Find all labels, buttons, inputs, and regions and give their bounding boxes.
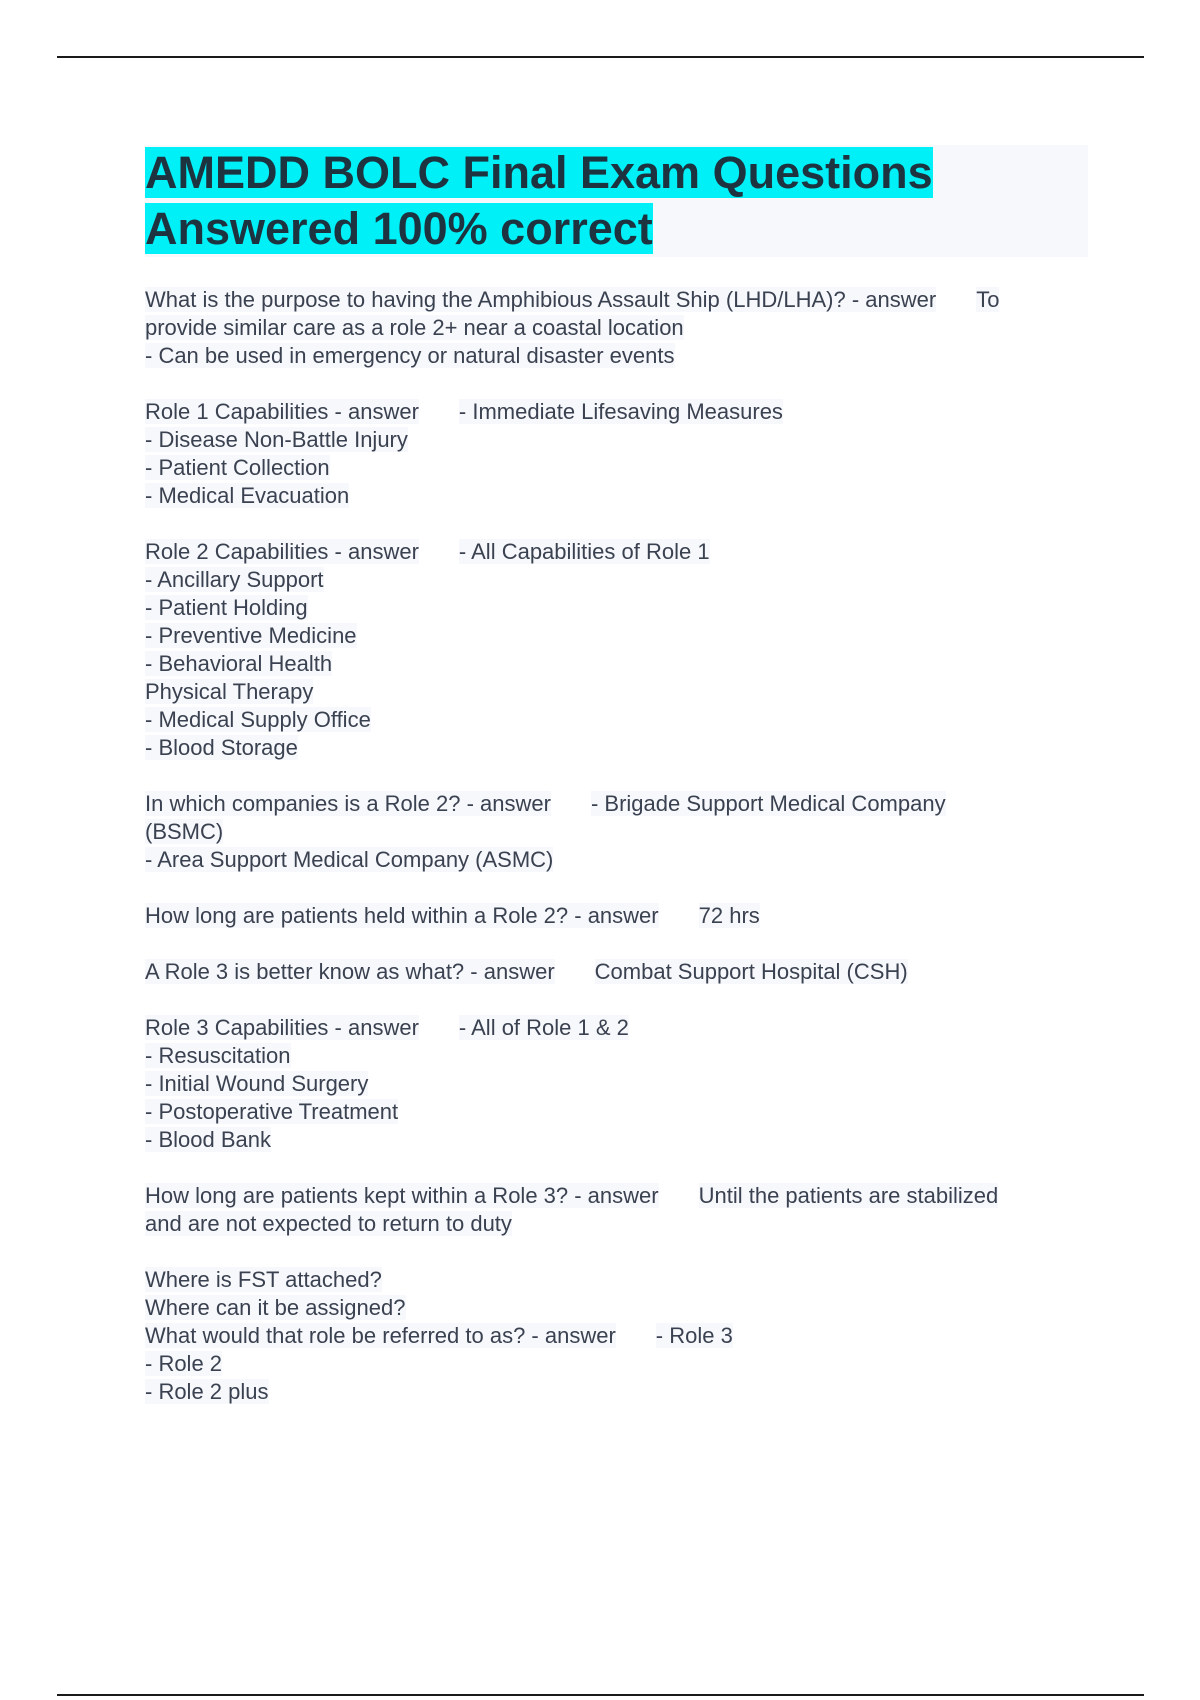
answer-line-text: - Disease Non-Battle Injury: [145, 427, 408, 452]
answer-text: Combat Support Hospital (CSH): [594, 959, 908, 984]
answer-line-text: - Role 2 plus: [145, 1379, 269, 1404]
answer-line-text: - Initial Wound Surgery: [145, 1071, 369, 1096]
answer-text: 72 hrs: [698, 903, 760, 928]
qa-line: [145, 1378, 1095, 1406]
qa-item: [145, 902, 1095, 930]
qa-line: [145, 790, 1095, 818]
bottom-rule: [57, 1694, 1144, 1696]
answer-line-text: (BSMC): [145, 819, 224, 844]
qa-item: [145, 538, 1095, 762]
qa-line: [145, 594, 1095, 622]
answer-line-text: - Ancillary Support: [145, 567, 324, 592]
question-text: How long are patients held within a Role 2? - answer: [145, 903, 659, 928]
qa-line: [145, 678, 1095, 706]
qa-line: [145, 1322, 1095, 1350]
qa-line: [145, 454, 1095, 482]
qa-item: [145, 1182, 1095, 1238]
question-text: How long are patients kept within a Role 3? - answer: [145, 1183, 659, 1208]
question-text: Role 3 Capabilities - answer: [145, 1015, 419, 1040]
answer-line-text: - Can be used in emergency or natural disaster events: [145, 343, 675, 368]
qa-line: [145, 538, 1095, 566]
question-text: What is the purpose to having the Amphibious Assault Ship (LHD/LHA)? - answer: [145, 287, 937, 312]
answer-line-text: Physical Therapy: [145, 679, 314, 704]
answer-text: - Immediate Lifesaving Measures: [458, 399, 783, 424]
qa-item: [145, 398, 1095, 510]
question-text: A Role 3 is better know as what? - answer: [145, 959, 555, 984]
title-line-2: Answered 100% correct: [145, 203, 653, 254]
answer-line-text: - Medical Evacuation: [145, 483, 350, 508]
qa-item: [145, 1014, 1095, 1154]
answer-text: - All Capabilities of Role 1: [458, 539, 710, 564]
answer-line-text: - Blood Storage: [145, 735, 298, 760]
qa-line: [145, 846, 1095, 874]
question-text: In which companies is a Role 2? - answer: [145, 791, 551, 816]
qa-item: [145, 1266, 1095, 1406]
answer-text: To: [976, 287, 1000, 312]
qa-item: [145, 286, 1095, 370]
qa-line: [145, 314, 1095, 342]
answer-text: - All of Role 1 & 2: [458, 1015, 629, 1040]
qa-line: [145, 482, 1095, 510]
qa-line: [145, 734, 1095, 762]
document-title: [145, 145, 1088, 257]
answer-line-text: - Patient Holding: [145, 595, 308, 620]
answer-line-text: - Resuscitation: [145, 1043, 291, 1068]
qa-line: [145, 1294, 1095, 1322]
qa-line: [145, 566, 1095, 594]
qa-line: [145, 1266, 1095, 1294]
qa-line: [145, 818, 1095, 846]
answer-line-text: and are not expected to return to duty: [145, 1211, 512, 1236]
title-line-1: AMEDD BOLC Final Exam Questions: [145, 147, 933, 198]
qa-line: [145, 902, 1095, 930]
answer-line-text: Where can it be assigned?: [145, 1295, 406, 1320]
qa-line: [145, 398, 1095, 426]
answer-line-text: - Preventive Medicine: [145, 623, 357, 648]
answer-line-text: - Patient Collection: [145, 455, 330, 480]
qa-item: [145, 958, 1095, 986]
answer-line-text: - Behavioral Health: [145, 651, 333, 676]
qa-line: [145, 706, 1095, 734]
answer-line-text: What would that role be referred to as? - answer: [145, 1323, 616, 1348]
qa-line: [145, 958, 1095, 986]
qa-line: [145, 286, 1095, 314]
qa-line: [145, 1182, 1095, 1210]
qa-line: [145, 1014, 1095, 1042]
qa-line: [145, 342, 1095, 370]
answer-line-text: - Area Support Medical Company (ASMC): [145, 847, 554, 872]
answer-text: Until the patients are stabilized: [698, 1183, 999, 1208]
answer-text: - Role 3: [655, 1323, 733, 1348]
answer-line-text: - Medical Supply Office: [145, 707, 371, 732]
answer-text: - Brigade Support Medical Company: [590, 791, 946, 816]
qa-line: [145, 1126, 1095, 1154]
question-text: Role 1 Capabilities - answer: [145, 399, 419, 424]
title-block: [145, 145, 1088, 257]
answer-line-text: Where is FST attached?: [145, 1267, 382, 1292]
question-text: Role 2 Capabilities - answer: [145, 539, 419, 564]
top-rule: [57, 56, 1144, 58]
answer-line-text: - Blood Bank: [145, 1127, 271, 1152]
answer-line-text: - Role 2: [145, 1351, 223, 1376]
qa-list: [145, 286, 1095, 1434]
qa-line: [145, 650, 1095, 678]
qa-item: [145, 790, 1095, 874]
answer-line-text: - Postoperative Treatment: [145, 1099, 399, 1124]
qa-line: [145, 1042, 1095, 1070]
qa-line: [145, 1098, 1095, 1126]
qa-line: [145, 1070, 1095, 1098]
qa-line: [145, 1210, 1095, 1238]
qa-line: [145, 426, 1095, 454]
qa-line: [145, 622, 1095, 650]
answer-line-text: provide similar care as a role 2+ near a coastal location: [145, 315, 684, 340]
qa-line: [145, 1350, 1095, 1378]
